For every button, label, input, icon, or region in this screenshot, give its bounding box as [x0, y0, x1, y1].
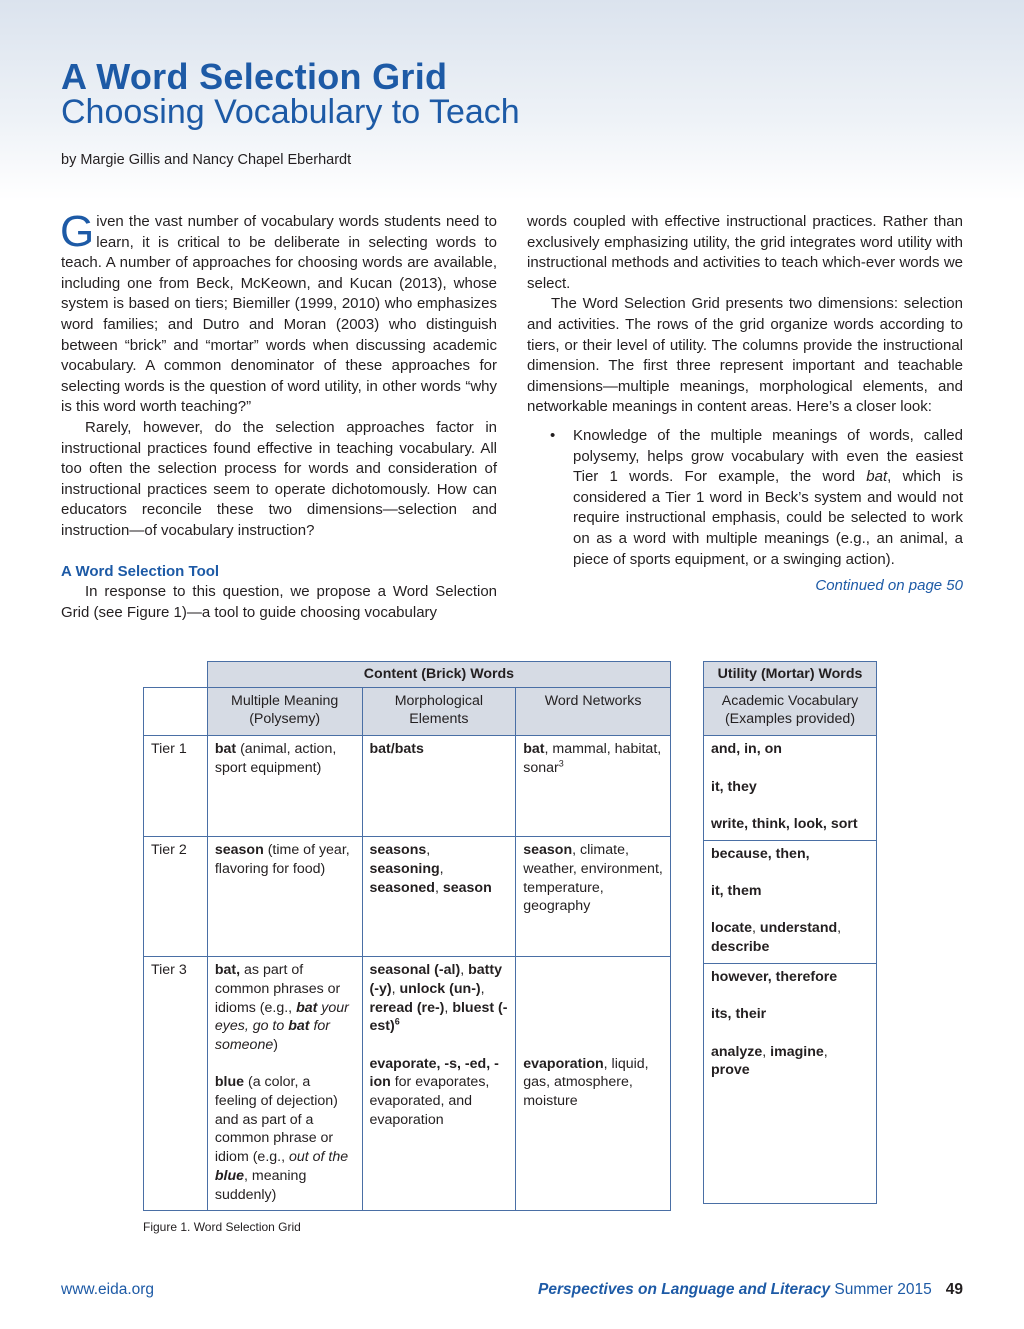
brick-header: Content (Brick) Words	[207, 662, 670, 688]
tier-3-morph	[362, 957, 516, 1211]
cell-bold: bat	[214, 741, 237, 758]
tier-1-academic	[704, 736, 877, 840]
cell-bold: it, them	[711, 882, 762, 899]
tier-1-multiple	[207, 736, 362, 837]
tier-2-academic	[704, 840, 877, 963]
col-header-morph: Morphological Elements	[362, 687, 516, 735]
cell-bold: unlock (un-)	[399, 980, 481, 997]
cell-bold: understand	[759, 920, 838, 937]
cell-bold: evaporate, -s, -ed, -ion	[369, 1055, 499, 1091]
cell-bold: evaporation	[523, 1055, 604, 1072]
drop-cap: G	[60, 207, 95, 256]
cell-italic: your eyes, go to	[214, 999, 349, 1035]
paragraph-5: The Word Selection Grid presents two dimensions: selection and activities. The rows of the grid organize words according to tiers, or their level of utility. The columns provide the instructional dimension. The first three represent important and teachable dimensions—multiple meanings, morphological elements, and networkable meanings in content areas. Here’s a closer look:	[527, 295, 963, 416]
cell-text: , meaning suddenly)	[214, 1167, 307, 1203]
cell-text: , mammal, habitat, sonar	[523, 741, 662, 776]
cell-text: ,	[480, 980, 485, 997]
corner-blank	[144, 662, 208, 688]
cell-text: ,	[752, 920, 760, 937]
cell-text: (a color, a feeling of dejection) and as part of a common phrase or idiom (e.g.,	[214, 1074, 338, 1166]
cell-bold: seasoned	[369, 879, 435, 896]
cell-bold: seasonal (-al)	[369, 962, 461, 979]
footer-url[interactable]: www.eida.org	[61, 1281, 155, 1298]
paragraph-4: words coupled with effective instructional practices. Rather than exclusively emphasizing utility, the grid integrates word utility with instructional methods and activities to teach which-ever words we select.	[527, 213, 963, 292]
figure-caption: Figure 1. Word Selection Grid	[143, 1220, 301, 1234]
byline: by Margie Gillis and Nancy Chapel Eberhardt	[61, 152, 352, 168]
cell-bold: prove	[711, 1062, 750, 1079]
cell-text: ,	[823, 1043, 828, 1060]
footnote-ref: 3	[558, 758, 564, 769]
brick-words-table	[143, 661, 671, 1211]
cell-bold: bluest (-est)	[369, 999, 508, 1035]
tier-2-multiple	[207, 837, 362, 957]
cell-text: ,	[391, 980, 400, 997]
page-number: 49	[945, 1281, 963, 1298]
cell-text: (time of year, flavoring for food)	[214, 842, 350, 877]
continued-link[interactable]: Continued on page 50	[815, 577, 963, 595]
cell-bold: imagine	[770, 1043, 824, 1060]
cell-bold: describe	[711, 939, 770, 956]
cell-bold: reread (re-)	[369, 999, 445, 1016]
tier-3-networks	[516, 957, 671, 1211]
paragraph-3: In response to this question, we propose a Word Selection Grid (see Figure 1)—a tool to guide choosing vocabulary	[61, 583, 497, 621]
bullet-text: Knowledge of the multiple meanings of words, called polysemy, helps grow vocabulary with even the easiest Tier 1 words. For example, the word	[573, 426, 963, 486]
tier-2-networks	[516, 837, 671, 957]
cell-bold: it, they	[711, 778, 757, 795]
cell-text: ,	[460, 962, 469, 979]
mortar-header: Utility (Mortar) Words	[704, 662, 877, 688]
cell-text: , climate, weather, environment, temperature, geography	[523, 842, 663, 915]
issue: Summer 2015	[834, 1281, 932, 1298]
cell-bold: season	[214, 842, 264, 859]
cell-bold: its, their	[711, 1006, 767, 1023]
cell-text: ,	[837, 920, 842, 937]
cell-text: for evaporates, evaporated, and evaporation	[369, 1074, 490, 1128]
tier-col-header	[144, 687, 208, 735]
cell-text: ,	[762, 1043, 771, 1060]
cell-bold: analyze	[711, 1043, 763, 1060]
cell-bold: bat,	[214, 962, 241, 979]
mortar-words-table	[703, 661, 877, 1204]
tier-1-label: Tier 1	[144, 736, 208, 837]
footnote-ref: 6	[394, 1016, 400, 1027]
cell-bold: seasons	[369, 842, 427, 859]
article-title: A Word Selection Grid	[61, 56, 448, 97]
cell-bold-italic: bat	[288, 1018, 310, 1035]
right-column	[527, 212, 963, 597]
cell-bold: locate	[711, 920, 753, 937]
cell-bold: batty (-y)	[369, 962, 502, 997]
cell-text: ,	[434, 879, 443, 896]
tier-1-networks	[516, 736, 671, 837]
cell-bold-italic: blue	[214, 1167, 245, 1184]
tier-2-label: Tier 2	[144, 837, 208, 957]
cell-bold: write, think, look, sort	[711, 815, 858, 832]
bullet-text-2: , which is considered a Tier 1 word in Beck’s system and would not require instructional emphasis, could be selected to work on as a word with multiple meanings (e.g., an animal, a piece of sports equipment, or a swinging action).	[573, 468, 964, 568]
col-header-multiple: Multiple Meaning (Polysemy)	[207, 687, 362, 735]
cell-text: as part of common phrases or idioms (e.g.,	[214, 962, 341, 1016]
paragraph-2: Rarely, however, do the selection approaches factor in instructional practices found effective in teaching vocabulary. All too often the selection process for words and consideration of instructional practices seem to operate dichotomously. How can educators reconcile these two dimensions—selection and instruction—of vocabulary instruction?	[61, 418, 497, 539]
bullet-italic: bat	[866, 468, 888, 486]
tier-3-multiple	[207, 957, 362, 1211]
cell-text: ,	[444, 999, 453, 1016]
intro-paragraph	[60, 207, 497, 418]
tier-3-label: Tier 3	[144, 957, 208, 1211]
col-header-networks: Word Networks	[516, 687, 671, 735]
tier-3-academic	[704, 963, 877, 1203]
cell-bold: season	[523, 842, 573, 859]
tier-2-morph	[362, 837, 516, 957]
intro-text: iven the vast number of vocabulary words students need to learn, it is critical to be deliberate in selecting words to teach. A number of approaches for choosing words are available, including one from Beck, McKeown, and Kucan (2013), whose system is based on tiers; Biemiller (1999, 2010) who emphasizes word families; and Dutro and Moran (2003) who distinguish between “brick” and “mortar” words when discussing academic vocabulary. A common denominator of these approaches for selecting words is the question of word utility, in other words “why is this word worth teaching?”	[61, 213, 497, 416]
col-header-academic: Academic Vocabulary (Examples provided)	[704, 687, 877, 735]
bullet-item	[527, 426, 963, 570]
publication-name: Perspectives on Language and Literacy	[538, 1281, 831, 1298]
cell-bold-italic: bat	[296, 999, 318, 1016]
cell-text: , liquid, gas, atmosphere, moisture	[523, 1055, 649, 1109]
cell-bold: bat	[523, 741, 545, 758]
article-subtitle: Choosing Vocabulary to Teach	[61, 93, 520, 131]
tier-1-morph: bat/bats	[362, 736, 516, 837]
cell-text: ,	[439, 860, 444, 877]
cell-bold: however, therefore	[711, 968, 838, 985]
cell-bold: and, in, on	[711, 741, 782, 758]
cell-text: )	[273, 1036, 278, 1053]
cell-bold: blue	[214, 1074, 245, 1091]
cell-italic: for someone	[214, 1018, 330, 1053]
cell-bold: season	[442, 879, 492, 896]
cell-italic: out of the	[288, 1149, 349, 1166]
cell-text: (animal, action, sport equipment)	[214, 741, 337, 776]
section-heading: A Word Selection Tool	[61, 562, 220, 580]
left-column	[60, 207, 497, 623]
cell-bold: because, then,	[711, 845, 810, 862]
cell-bold: seasoning	[369, 860, 440, 877]
cell-text: ,	[426, 842, 431, 859]
footer-publication	[538, 1281, 963, 1299]
bullet-dot: •	[550, 426, 556, 444]
